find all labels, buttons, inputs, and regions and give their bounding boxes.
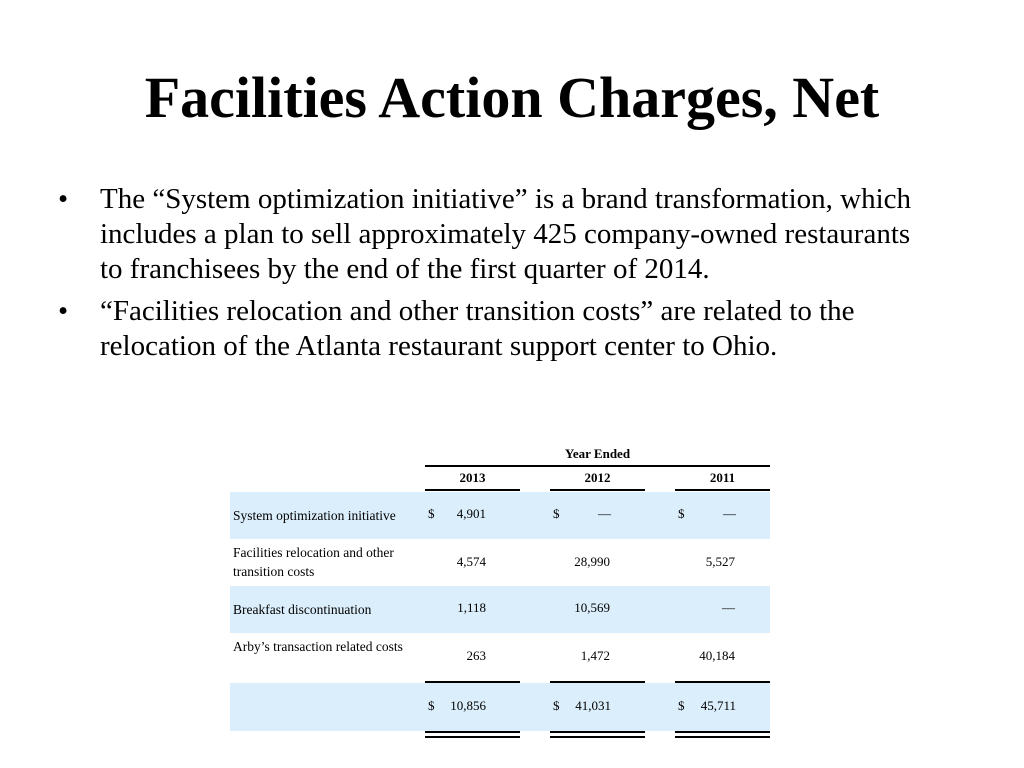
value-2012: 1,472	[580, 648, 610, 663]
row-label: Breakfast discontinuation	[233, 602, 372, 617]
row-label: System optimization initiative	[233, 508, 396, 523]
total-2011: 45,711	[700, 698, 736, 713]
column-header-2012: 2012	[550, 467, 645, 491]
table-row	[230, 633, 770, 682]
value-2011: —	[723, 506, 736, 521]
total-double-rule	[550, 731, 645, 738]
bullet-icon: •	[58, 295, 69, 327]
value-2011: 40,184	[699, 648, 735, 663]
value-2012: 28,990	[574, 554, 610, 569]
bullet-text: “Facilities relocation and other transition costs” are related to the relocation of the Atlanta restaurant support center to Ohio.	[100, 295, 855, 362]
value-2012: 10,569	[574, 600, 610, 615]
total-2013: 10,856	[450, 698, 486, 713]
table-row	[230, 492, 770, 539]
currency-sign: $	[678, 506, 685, 521]
column-header-2013: 2013	[425, 467, 520, 491]
slide-title: Facilities Action Charges, Net	[144, 65, 880, 130]
currency-sign: $	[428, 506, 435, 521]
total-row	[230, 683, 770, 731]
bullet-list	[58, 182, 938, 371]
table-row	[230, 586, 770, 633]
currency-sign: $	[428, 698, 435, 713]
value-2012: —	[598, 506, 611, 521]
row-label: Arby’s transaction related costs	[233, 639, 403, 654]
currency-sign: $	[678, 698, 685, 713]
bullet-text: The “System optimization initiative” is a brand transformation, which includes a plan to sell approximately 425 company-owned restaurants to franchisees by the end of the first quarter of 2014.	[100, 183, 911, 285]
bullet-icon: •	[58, 183, 69, 215]
bullet-item	[58, 294, 938, 364]
table-row	[230, 539, 770, 586]
currency-sign: $	[553, 698, 560, 713]
currency-sign: $	[553, 506, 560, 521]
value-2013: 4,901	[456, 506, 486, 521]
value-2013: 4,574	[456, 554, 486, 569]
value-2011: —	[722, 600, 735, 615]
total-2012: 41,031	[575, 698, 611, 713]
year-ended-header: Year Ended	[425, 443, 770, 467]
value-2013: 1,118	[457, 600, 486, 615]
total-double-rule	[675, 731, 770, 738]
bullet-item	[58, 182, 938, 287]
total-double-rule	[425, 731, 520, 738]
value-2013: 263	[466, 648, 486, 663]
column-header-2011: 2011	[675, 467, 770, 491]
value-2011: 5,527	[705, 554, 735, 569]
row-label: Facilities relocation and other transition costs	[233, 545, 394, 579]
